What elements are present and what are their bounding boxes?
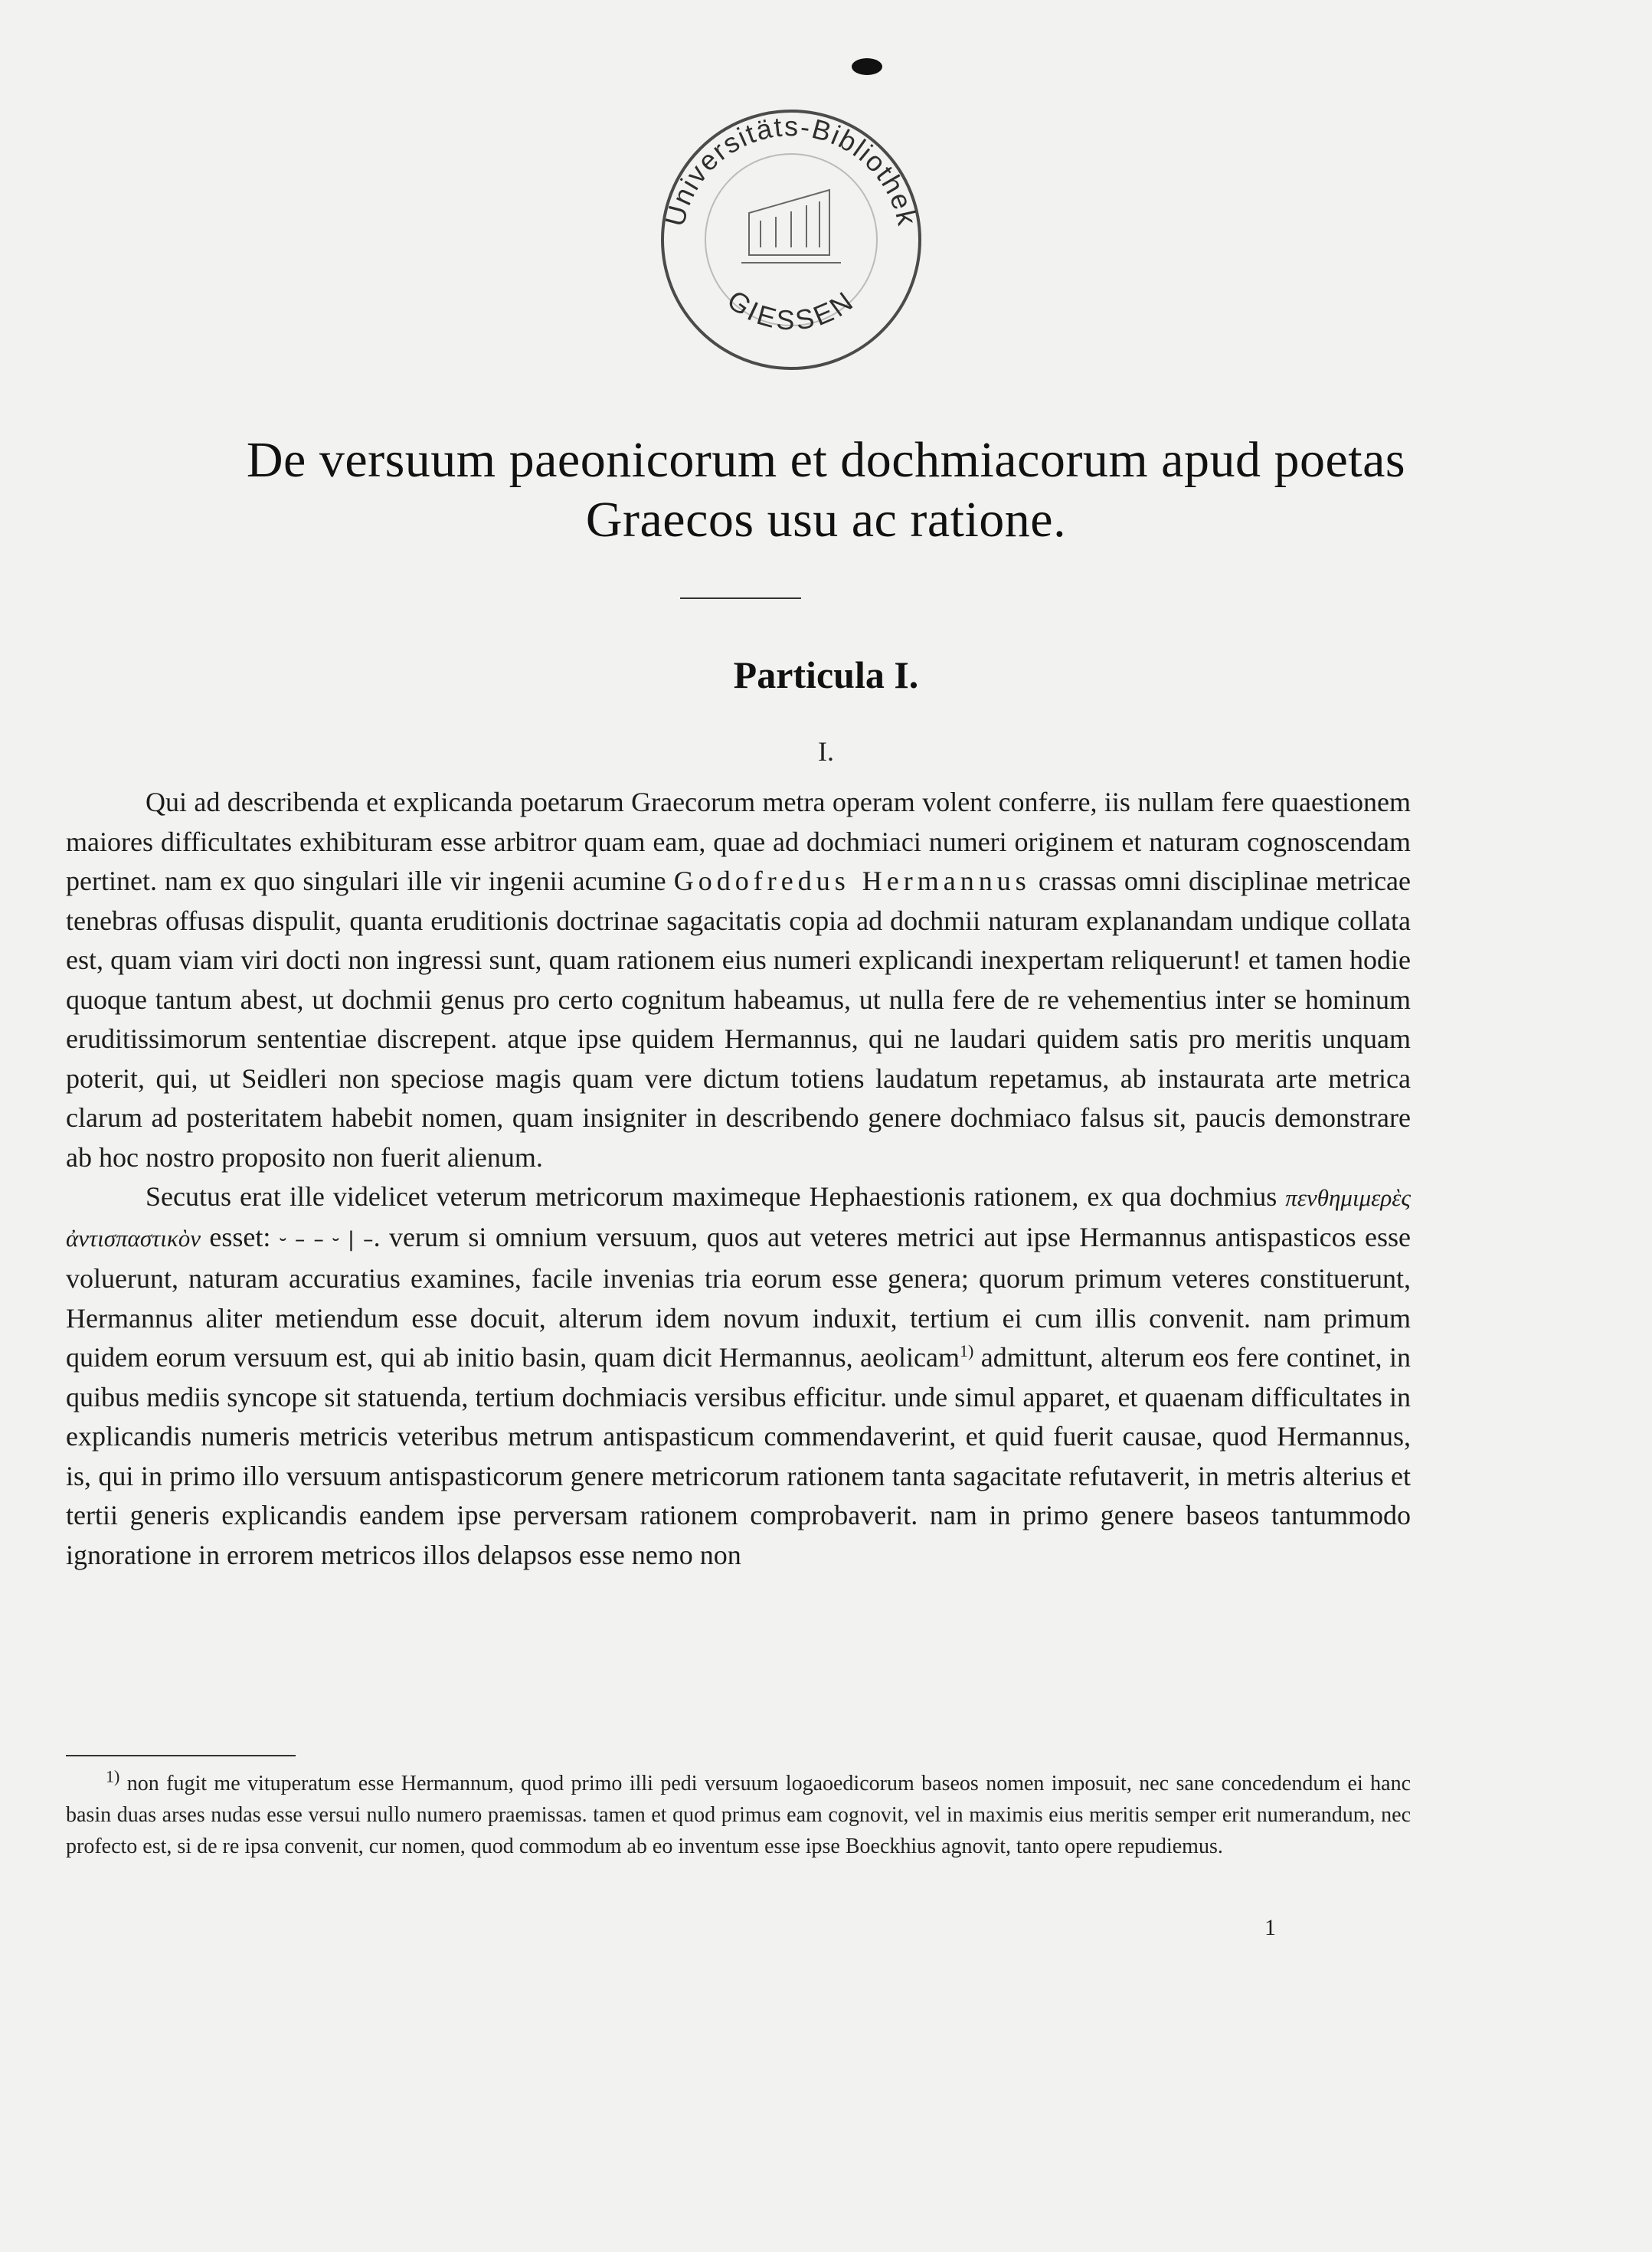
footnote-marker: 1) <box>106 1766 120 1786</box>
particula-heading: Particula I. <box>733 653 919 696</box>
footnote <box>66 1768 1411 1862</box>
stamp-bottom-text: GIESSEN <box>721 283 861 336</box>
title-line-2: Graecos usu ac ratione. <box>585 492 1067 548</box>
paragraph-2-text-d: admittunt, alterum eos fere continet, in quibus mediis syncope sit statuenda, tertium dochmiacis versibus efficitur. unde simul apparet, et quaenam difficultates in explicandis numeris metricis veteribus metrum antispasticum commendaverint, et quid fuerit causae, quod Hermannus, is, qui in primo illo versuum antispasticorum genere metricorum rationem tanta sagacitate refutaverit, in metris alterius et tertii generis explicandis eandem ipse perversam rationem comprobaverit. nam in primo genere baseos tantummodo ignoratione in errorem metricos illos delapsos esse nemo non <box>66 1342 1412 1570</box>
title <box>0 430 1652 550</box>
title-divider <box>680 597 801 599</box>
stamp-emblem <box>741 190 841 263</box>
footnote-paragraph <box>66 1768 1411 1862</box>
footnote-reference: 1) <box>959 1341 974 1360</box>
ink-blot <box>852 58 882 75</box>
page-number: 1 <box>1264 1915 1276 1940</box>
metrical-scheme: ⏑ – – ⏑ | – <box>279 1227 374 1252</box>
footnote-divider <box>66 1755 296 1756</box>
paragraph-1 <box>66 783 1411 1177</box>
library-stamp-graphic <box>649 98 933 381</box>
body-text <box>66 783 1411 1575</box>
library-stamp <box>649 98 933 381</box>
paragraph-2 <box>66 1177 1411 1575</box>
paragraph-1-text-a: Qui ad describenda et explicanda poetarum Graecorum metra operam volent conferre, iis nullam fere quaestionem maiores difficultates exhibituram esse arbitror quam eam, quae ad dochmiaci numeri originem et naturam cognoscendam pertinet. nam ex quo singulari ille vir ingenii acumine <box>66 787 1411 896</box>
footnote-text: non fugit me vituperatum esse Hermannum, quod primo illi pedi versuum logaoedicorum baseos nomen imposuit, nec sane concedendum ei hanc basin duas arses nudas esse versui nullo numero praemissas. tamen et quod primus eam cognovit, vel in maximis eius meritis semper erit numerandum, nec profecto est, si de re ipsa convenit, cur nomen, quod commodum ab eo inventum esse ipse Boeckhius agnovit, tanto opere repudiemus. <box>66 1772 1411 1858</box>
author-name: Godofredus Hermannus <box>673 866 1031 896</box>
section-number: I. <box>818 736 834 767</box>
paragraph-1-text-b: crassas omni disciplinae metricae tenebras offusas dispulit, quanta eruditionis doctrinae sagacitatis copia ad dochmii naturam explanandam undique collata est, quam viam viri docti non ingressi sunt, quam rationem eius numeri explicandi inexpertam reliquerunt! et tamen hodie quoque tantum abest, ut dochmii genus pro certo cognitum habeamus, ut nulla fere de re vehementius inter se hominum eruditissimorum sententiae discrepent. atque ipse quidem Hermannus, qui ne laudari quidem satis pro meritis unquam poterit, qui, ut Seidleri non speciose magis quam vere dictum totiens laudatum repetamus, ab instaurata arte metrica clarum ad posteritatem habebit nomen, quam insigniter in describendo genere dochmiaco falsus sit, paucis demonstrare ab hoc nostro proposito non fuerit alienum. <box>66 866 1412 1173</box>
paragraph-2-text-c: . verum si omnium versuum, quos aut veteres metrici aut ipse Hermannus antispasticos esse voluerunt, naturam accuratius examines, facile invenias tria eorum esse genera; quorum primum veteres constituerunt, Hermannus aliter metiendum esse docuit, alterum idem novum induxit, tertium ei cum illis convenit. nam primum quidem eorum versuum est, qui ab initio basin, quam dicit Hermannus, aeolicam <box>66 1221 1412 1373</box>
paragraph-2-text-b: esset: <box>209 1221 271 1252</box>
paragraph-2-text-a: Secutus erat ille videlicet veterum metricorum maximeque Hephaestionis rationem, ex qua dochmius <box>146 1181 1277 1212</box>
greek-term: πενθημιμερὲς ἀντισπαστικὸν <box>66 1184 1412 1252</box>
stamp-top-text: Universitäts-Bibliothek <box>659 110 924 230</box>
title-line-1: De versuum paeonicorum et dochmiacorum apud poetas <box>246 432 1406 488</box>
svg-text:GIESSEN <box>721 283 861 336</box>
